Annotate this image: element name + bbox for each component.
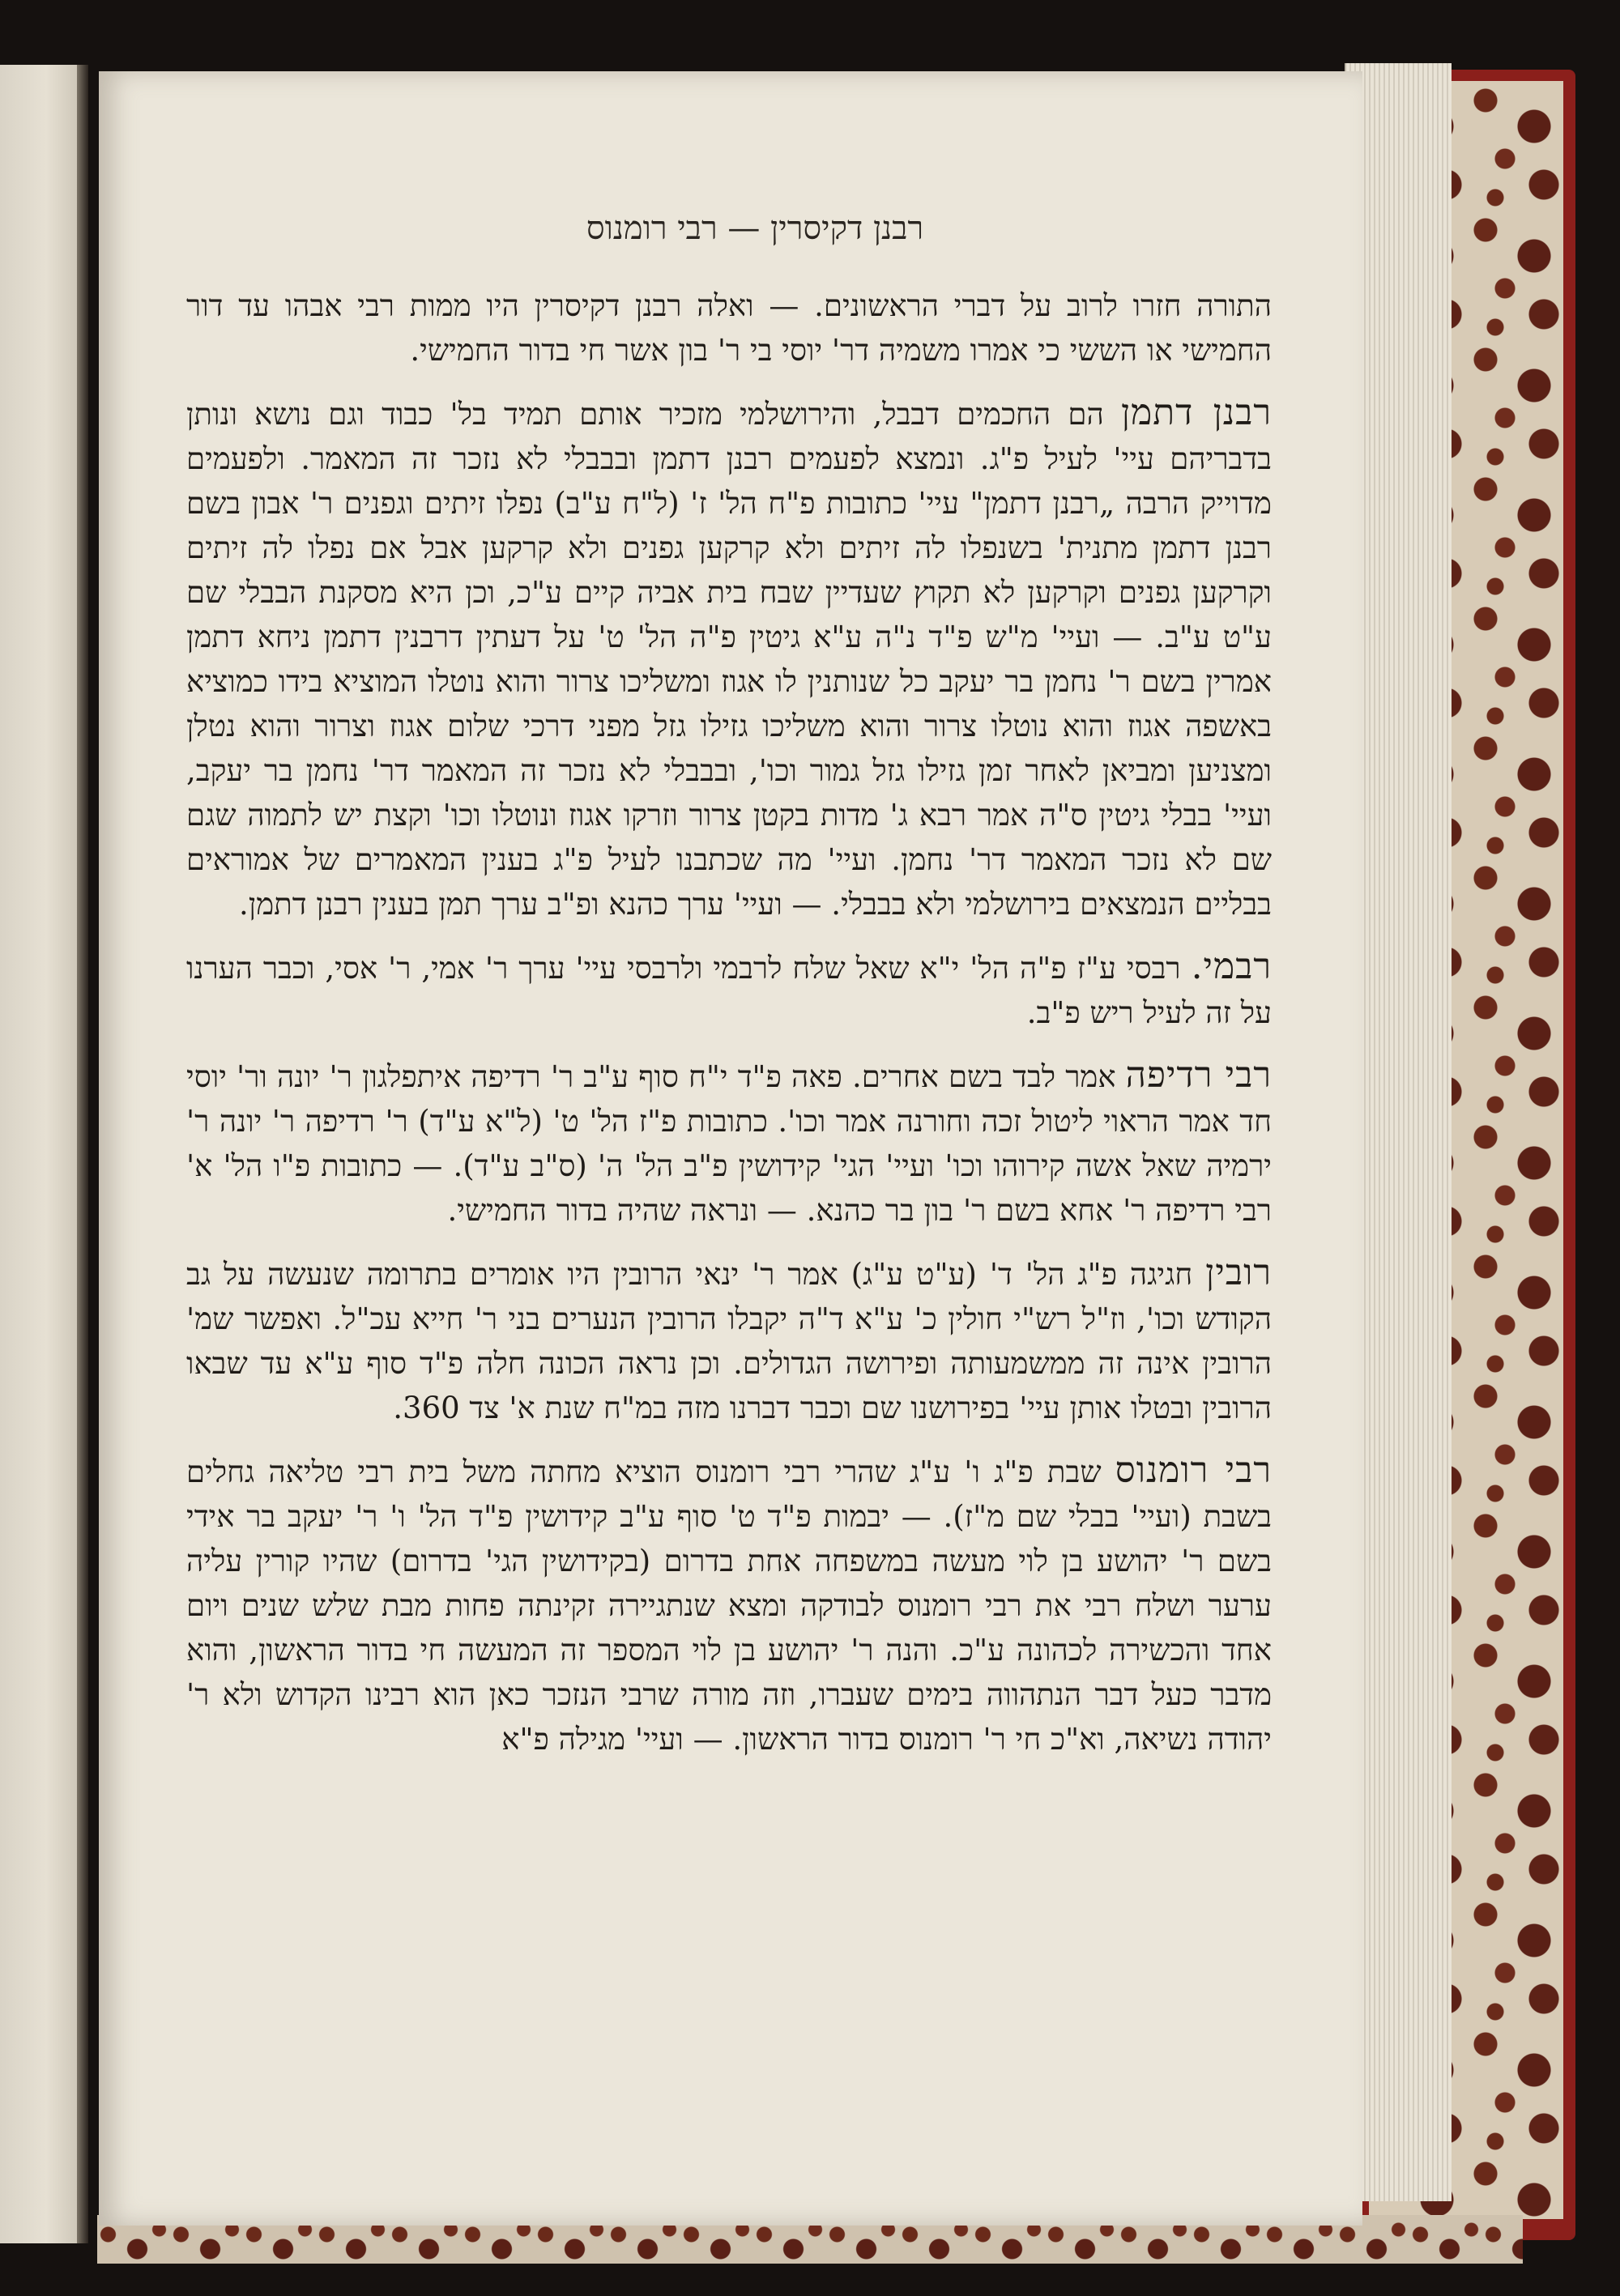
paragraph-lead: רבי רומנוס	[1115, 1450, 1272, 1491]
paragraph	[186, 1250, 1272, 1430]
paragraph	[186, 1448, 1272, 1761]
paragraph-text: חגיגה פ"ג הל' ד' (ע"ט ע"ג) אמר ר' ינאי הרובין היו אומרים בתרומה שנעשה על גב הקודש וכו', וז"ל רש"י חולין כ' ע"א ד"ה יקבלו הרובין הנערים בני ר' חייא עכ"ל. ואפשר שמ' הרובין אינה זה ממשמעותה ופירושה הגדולים. וכן נראה הכונה חלה פ"ד סוף ע"א עד שבאו הרובין ובטלו אותן עיי' בפירושנו שם וכבר דברנו מזה במ"ח שנת א' צד 360.	[186, 1257, 1272, 1425]
paragraph-lead: רבמי.	[1191, 946, 1272, 987]
paragraph	[186, 282, 1272, 373]
paragraph-text: הם החכמים דבבל, והירושלמי מזכיר אותם תמיד בל' כבוד וגם נושא ונותן בדבריהם עיי' לעיל פ"ג. ונמצא לפעמים רבנן דתמן ובבבלי לא נזכר זה המאמר. ולפעמים מדוייק הרבה „רבנן דתמן" עיי' כתובות פ"ח הל' ז' (ל"ח ע"ב) נפלו זיתים וגפנים ר' אבון בשם רבנן דתמן מתנית' בשנפלו לה זיתים ולא קרקען גפנים ולא קרקען אבל אם נפלו לה זיתים וקרקען גפנים וקרקען לא תקוץ שעדיין שבח בית אביה קיים ע"כ, וכן היא מסקנת הבבלי שם ע"ט ע"ב. — ועיי' מ"ש פ"ד נ"ה ע"א גיטין פ"ה הל' ט' על דעתין דרבנין דתמן ניחא דתמן אמרין בשם ר' נחמן בר יעקב כל שנותנין לו אגוז ומשליכו צרור והוא נוטלו המוציא בידו כמוציא באשפה אגוז והוא נוטלו צרור והוא משליכו גזילו גזל מפני דרכי שלום אגוז וצרור והוא נטלן ומצניען ומביאן לאחר זמן גזילו גזל גמור וכו', ובבבלי לא נזכר זה המאמר דר' נחמן בר יעקב, ועיי' בבלי גיטין ס"ה אמר רבא ג' מדות בקטן צרור וזרקו אגוז ונוטלו וכו' וקצת יש לתמוה שגם שם לא נזכר המאמר דר' נחמן. ועיי' מה שכתבנו לעיל פ"ג בענין המאמרים של אמוראים בבליים הנמצאים בירושלמי ולא בבבלי. — ועיי' ערך כהנא ופ"ב ערך תמן בענין רבנן דתמן.	[186, 397, 1273, 922]
paragraph-lead: רבנן דתמן	[1120, 392, 1272, 433]
paragraph-text: אמר לבד בשם אחרים. פאה פ"ד י"ח סוף ע"ב ר' רדיפה איתפלגון ר' יונה ור' יוסי חד אמר הראוי ליטול זכה וחורנה אמר וכו'. כתובות פ"ז הל' ט' (ל"א ע"ד) ר' רדיפה ר' יונה ר' ירמיה שאל אשה קירוהו וכו' ועיי' הגי' קידושין פ"ב הל' ה' (ס"ב ע"ד). — כתובות פ"ו הל' א' רבי רדיפה ר' אחא בשם ר' בון בר כהנא. — ונראה שהיה בדור החמישי.	[186, 1059, 1272, 1228]
book-page	[99, 71, 1362, 2226]
paragraph-lead: רובין	[1205, 1252, 1272, 1293]
paragraph	[186, 944, 1272, 1035]
running-header: רבנן דקיסרין — רבי רומנוס	[586, 210, 924, 247]
paragraph-text: שבת פ"ג ו' ע"ג שהרי רבי רומנוס הוציא מחתה משל בית רבי טליאה גחלים בשבת (ועיי' בבלי שם מ"ז). — יבמות פ"ד ט' סוף ע"ב קידושין פ"ד הל' ו' ר' יעקב בר אידי בשם ר' יהושע בן לוי מעשה במשפחה אחת בדרום (בקידושין הגי' בדרום) שהיו קורין עליה ערער ושלח רבי את רבי רומנוס לבודקה ומצא שנתגיירה זקינתה פחות מבת שלש שנים ויום אחד והכשירה לכהונה ע"כ. והנה ר' יהושע בן לוי המספר זה המעשה חי בדור הראשון, והוא מדבר כעל דבר הנתהווה בימים שעברו, וזה מורה שרבי הנזכר כאן הוא רבינו הקדוש ולא ר' יהודה נשיאה, וא"כ חי ר' רומנוס בדור הראשון. — ועיי' מגילה פ"א	[186, 1455, 1272, 1757]
paragraph	[186, 390, 1272, 926]
paragraph-text: התורה חזרו לרוב על דברי הראשונים. — ואלה רבנן דקיסרין היו ממות רבי אבהו עד דור החמישי או הששי כי אמרו משמיה דר' יוסי בי ר' בון אשר חי בדור החמישי.	[186, 288, 1272, 368]
paragraph-lead: רבי רדיפה	[1125, 1054, 1273, 1096]
left-page-edge	[0, 65, 79, 2243]
page-body	[186, 282, 1272, 1779]
paragraph-text: רבסי ע"ז פ"ה הל' י"א שאל שלח לרבמי ולרבסי עיי' ערך ר' אמי, ר' אסי, וכבר הערנו על זה לעיל ריש פ"ב.	[186, 951, 1272, 1030]
paragraph	[186, 1053, 1272, 1233]
